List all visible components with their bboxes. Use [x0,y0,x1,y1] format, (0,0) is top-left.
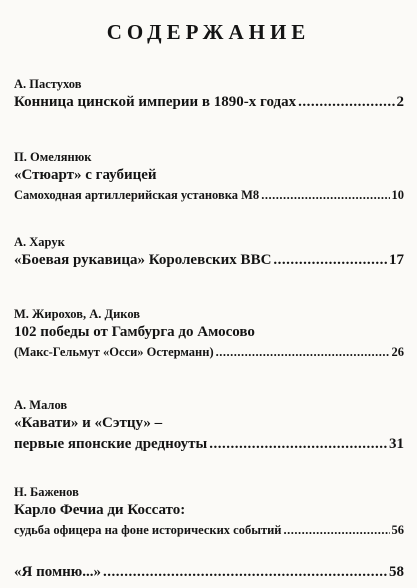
dot-leader [298,92,394,113]
toc-line[interactable] [14,92,404,113]
entry-title: «Стюарт» с гаубицей [14,167,157,183]
entry-title-continued: первые японские дредноуты [14,436,208,452]
toc-line[interactable] [14,562,404,583]
toc-entry [14,76,404,113]
page-title: СОДЕРЖАНИЕ [106,20,311,44]
toc-entry [14,306,404,361]
dot-leader [273,250,387,271]
toc-entry [14,397,404,455]
toc-line[interactable] [14,165,404,186]
page-number: 26 [391,345,404,359]
page-number: 56 [391,523,404,537]
dot-leader [103,562,387,583]
entry-subtitle: Самоходная артиллерийская установка М8 [14,188,260,202]
entry-title: «Боевая рукавица» Королевских ВВС [14,252,272,268]
entry-title: «Я помню...» [14,564,102,580]
entry-author: А. Харук [14,235,65,249]
toc-entry [14,149,404,204]
page-number: 31 [389,436,404,452]
page-number: 10 [391,188,404,202]
entry-subtitle: (Макс-Гельмут «Осси» Остерманн) [14,345,214,359]
dot-leader [261,186,389,204]
page-number: 17 [389,252,404,268]
entry-title: Конница цинской империи в 1890-х годах [14,94,297,110]
entry-author: П. Омелянюк [14,150,92,164]
entry-title: «Кавати» и «Сэтцу» – [14,415,163,431]
dot-leader [216,343,390,361]
entry-author: А. Пастухов [14,77,82,91]
toc-entry [14,484,404,539]
toc-line[interactable] [14,413,404,434]
toc-line[interactable] [14,186,404,204]
toc-line[interactable] [14,250,404,271]
entry-author: Н. Баженов [14,485,79,499]
toc-line[interactable] [14,343,404,361]
toc-line[interactable] [14,434,404,455]
toc-line[interactable] [14,521,404,539]
page-number: 58 [389,564,404,580]
entry-author: А. Малов [14,398,68,412]
entry-subtitle: судьба офицера на фоне исторических событий [14,523,282,537]
page-number: 2 [396,94,404,110]
toc-entry [14,234,404,271]
toc-line[interactable] [14,322,404,343]
dot-leader [284,521,390,539]
dot-leader [209,434,387,455]
entry-author: М. Жирохов, А. Диков [14,307,141,321]
entry-title: 102 победы от Гамбурга до Амосово [14,324,255,340]
entry-title: Карло Фечиа ди Коссато: [14,502,186,518]
toc-entry [14,562,404,583]
toc-line[interactable] [14,500,404,521]
